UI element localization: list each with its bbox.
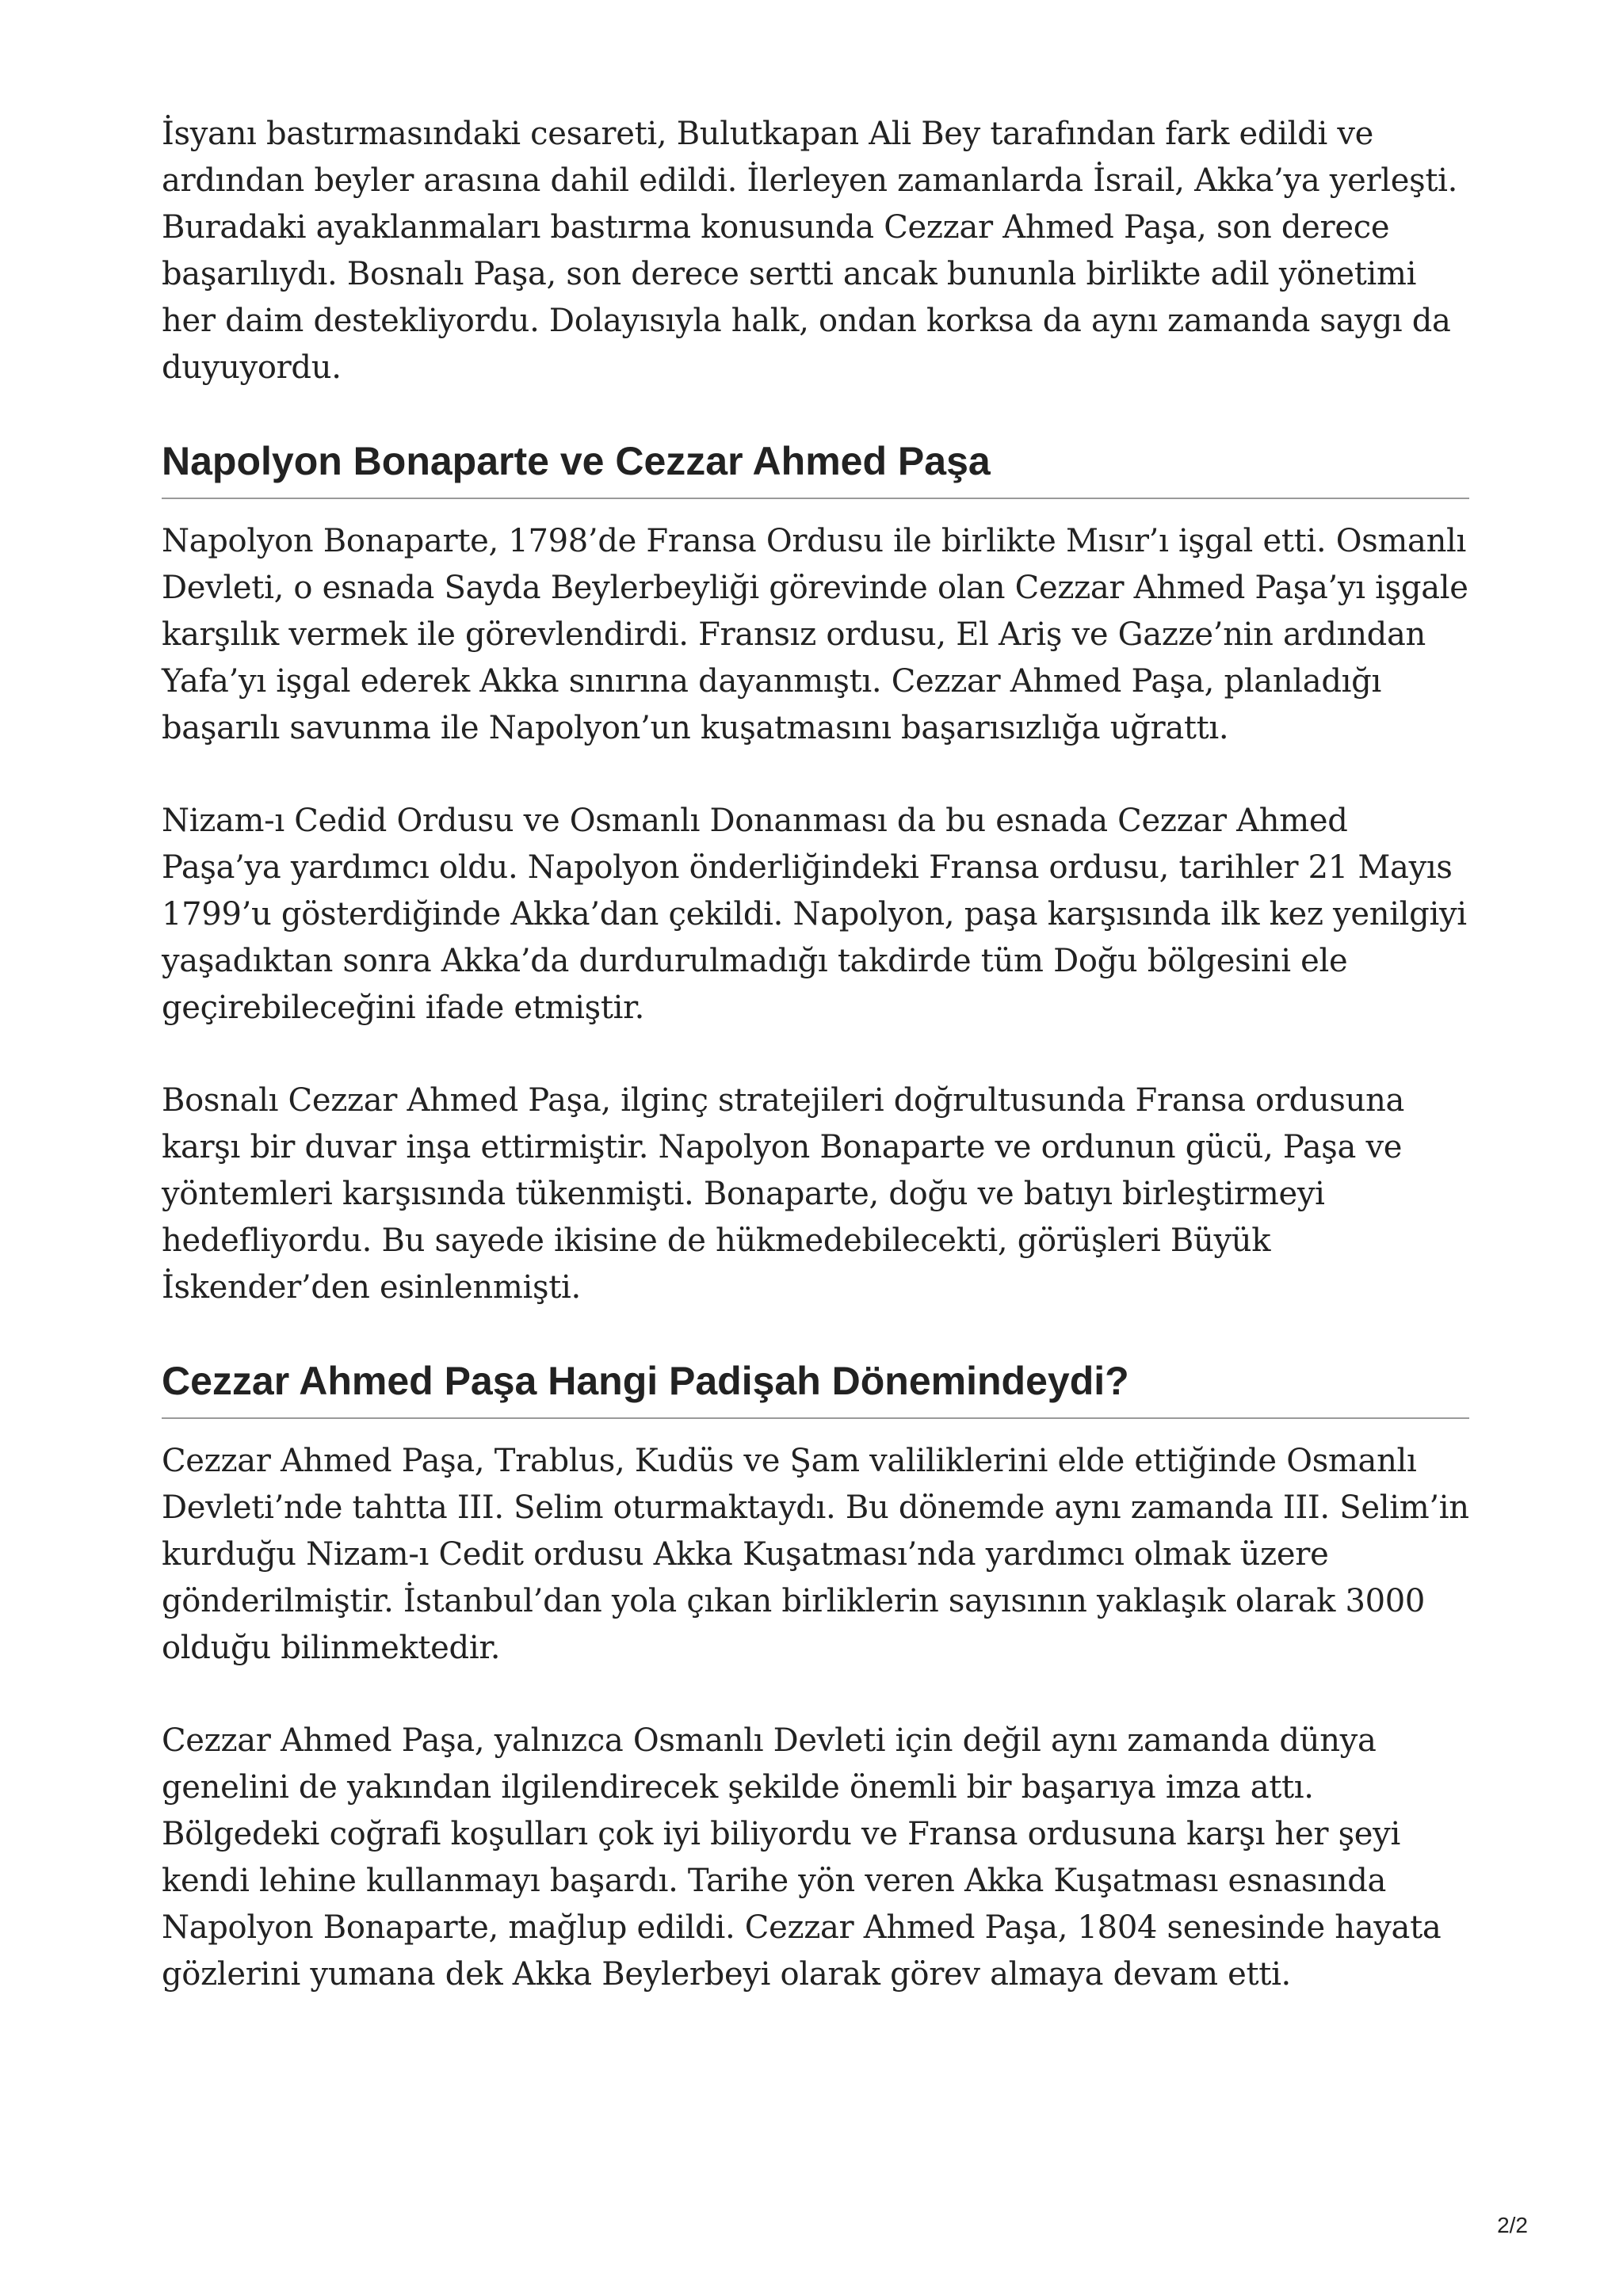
padisah-paragraph-1: Cezzar Ahmed Paşa, Trablus, Kudüs ve Şam valiliklerini elde ettiğinde Osmanlı Devleti’nde tahtta III. Selim oturmaktaydı. Bu dönemde aynı zamanda III. Selim’in kurduğu Nizam-ı Cedit ordusu Akka Kuşatması’nda yardımcı olmak üzere gönderilmiştir. İstanbul’dan yola çıkan birliklerin sayısının yaklaşık olarak 3000 olduğu bilinmektedir. bbox=[162, 1443, 1469, 1666]
napolyon-paragraph-1: Napolyon Bonaparte, 1798’de Fransa Ordusu ile birlikte Mısır’ı işgal etti. Osmanlı Devleti, o esnada Sayda Beylerbeyliği görevinde olan Cezzar Ahmed Paşa’yı işgale karşılık vermek ile görevlendirdi. Fransız ordusu, El Ariş ve Gazze’nin ardından Yafa’yı işgal ederek Akka sınırına dayanmıştı. Cezzar Ahmed Paşa, planladığı başarılı savunma ile Napolyon’un kuşatmasını başarısızlığa uğrattı. bbox=[162, 523, 1468, 746]
napolyon-paragraph-3: Bosnalı Cezzar Ahmed Paşa, ilginç stratejileri doğrultusunda Fransa ordusuna karşı bir duvar inşa ettirmiştir. Napolyon Bonaparte ve ordunun gücü, Paşa ve yöntemleri karşısında tükenmişti. Bonaparte, doğu ve batıyı birleştirmeyi hedefliyordu. Bu sayede ikisine de hükmedebilecekti, görüşleri Büyük İskender’den esinlenmişti. bbox=[162, 1082, 1405, 1306]
napolyon-paragraph-2: Nizam-ı Cedid Ordusu ve Osmanlı Donanması da bu esnada Cezzar Ahmed Paşa’ya yardımcı oldu. Napolyon önderliğindeki Fransa ordusu, tarihler 21 Mayıs 1799’u gösterdiğinde Akka’dan çekildi. Napolyon, paşa karşısında ilk kez yenilgiyi yaşadıktan sonra Akka’da durdurulmadığı takdirde tüm Doğu bölgesini ele geçirebileceğini ifade etmiştir. bbox=[162, 803, 1467, 1026]
section-heading-napolyon: Napolyon Bonaparte ve Cezzar Ahmed Paşa bbox=[162, 437, 1469, 499]
intro-paragraph: İsyanı bastırmasındaki cesareti, Bulutkapan Ali Bey tarafından fark edildi ve ardından beyler arasına dahil edildi. İlerleyen zamanlarda İsrail, Akka’ya yerleşti. Buradaki ayaklanmaları bastırma konusunda Cezzar Ahmed Paşa, son derece başarılıydı. Bosnalı Paşa, son derece sertti ancak bununla birlikte adil yönetimi her daim destekliyordu. Dolayısıyla halk, ondan korksa da aynı zamanda saygı da duyuyordu. bbox=[162, 116, 1458, 386]
page-number: 2/2 bbox=[1497, 2213, 1528, 2237]
padisah-paragraph-2: Cezzar Ahmed Paşa, yalnızca Osmanlı Devleti için değil aynı zamanda dünya genelini de yakından ilgilendirecek şekilde önemli bir başarıya imza attı. Bölgedeki coğrafi koşulları çok iyi biliyordu ve Fransa ordusuna karşı her şeyi kendi lehine kullanmayı başardı. Tarihe yön veren Akka Kuşatması esnasında Napolyon Bonaparte, mağlup edildi. Cezzar Ahmed Paşa, 1804 senesinde hayata gözlerini yumana dek Akka Beylerbeyi olarak görev almaya devam etti. bbox=[162, 1722, 1442, 1993]
section-heading-padisah: Cezzar Ahmed Paşa Hangi Padişah Dönemindeydi? bbox=[162, 1357, 1469, 1419]
document-page bbox=[162, 111, 1469, 2044]
